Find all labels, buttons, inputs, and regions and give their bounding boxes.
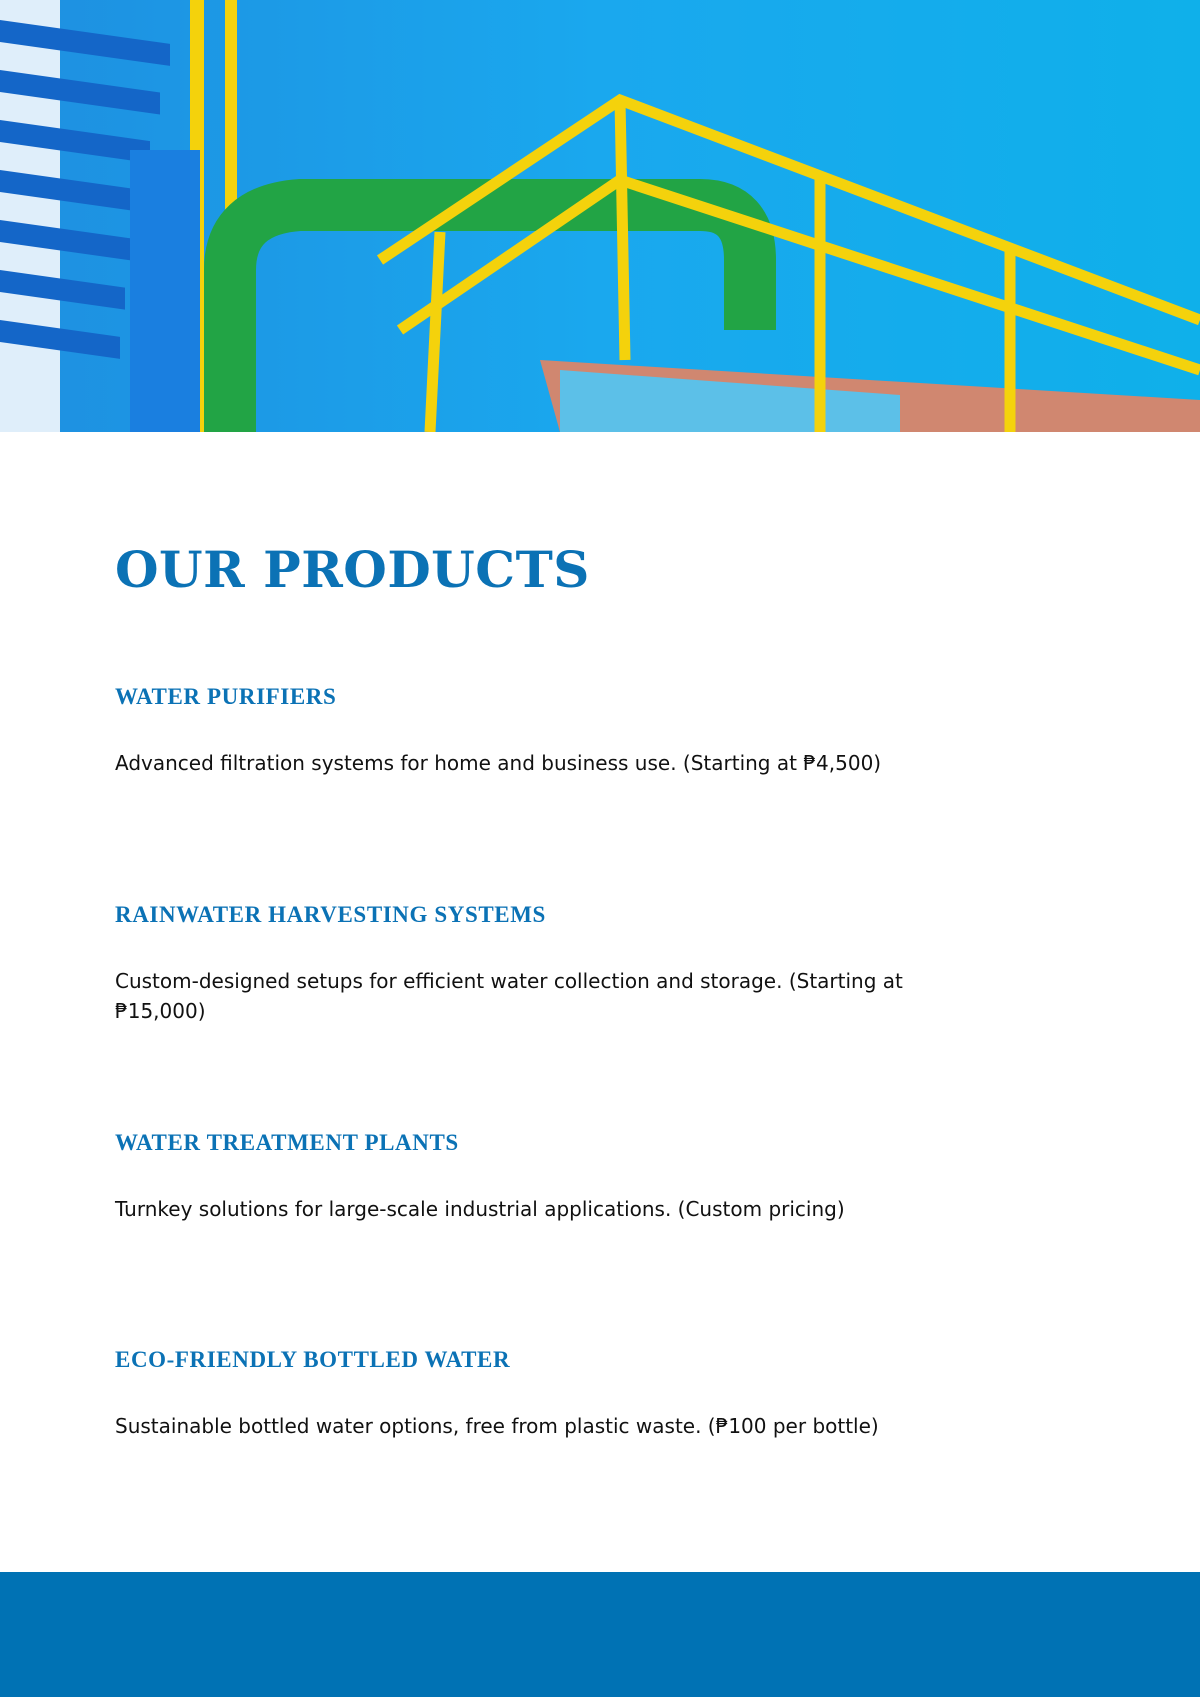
product-description: Custom-designed setups for efficient water collection and storage. (Starting at ₱15,000) <box>115 969 903 1023</box>
product-heading: WATER TREATMENT PLANTS <box>115 1130 459 1155</box>
product-heading: RAINWATER HARVESTING SYSTEMS <box>115 902 546 927</box>
product-rainwater-harvesting <box>115 900 905 1026</box>
footer-band <box>0 1572 1200 1697</box>
product-heading: ECO-FRIENDLY BOTTLED WATER <box>115 1347 511 1372</box>
page-title: OUR PRODUCTS <box>115 540 590 599</box>
product-heading: WATER PURIFIERS <box>115 684 337 709</box>
product-bottled-water <box>115 1345 905 1441</box>
product-description: Sustainable bottled water options, free from plastic waste. (₱100 per bottle) <box>115 1414 879 1438</box>
product-water-treatment-plants <box>115 1128 905 1224</box>
hero-image-water-tank-pipes <box>0 0 1200 432</box>
product-description: Turnkey solutions for large-scale industrial applications. (Custom pricing) <box>115 1197 845 1221</box>
product-water-purifiers <box>115 682 905 778</box>
product-description: Advanced filtration systems for home and business use. (Starting at ₱4,500) <box>115 751 882 775</box>
